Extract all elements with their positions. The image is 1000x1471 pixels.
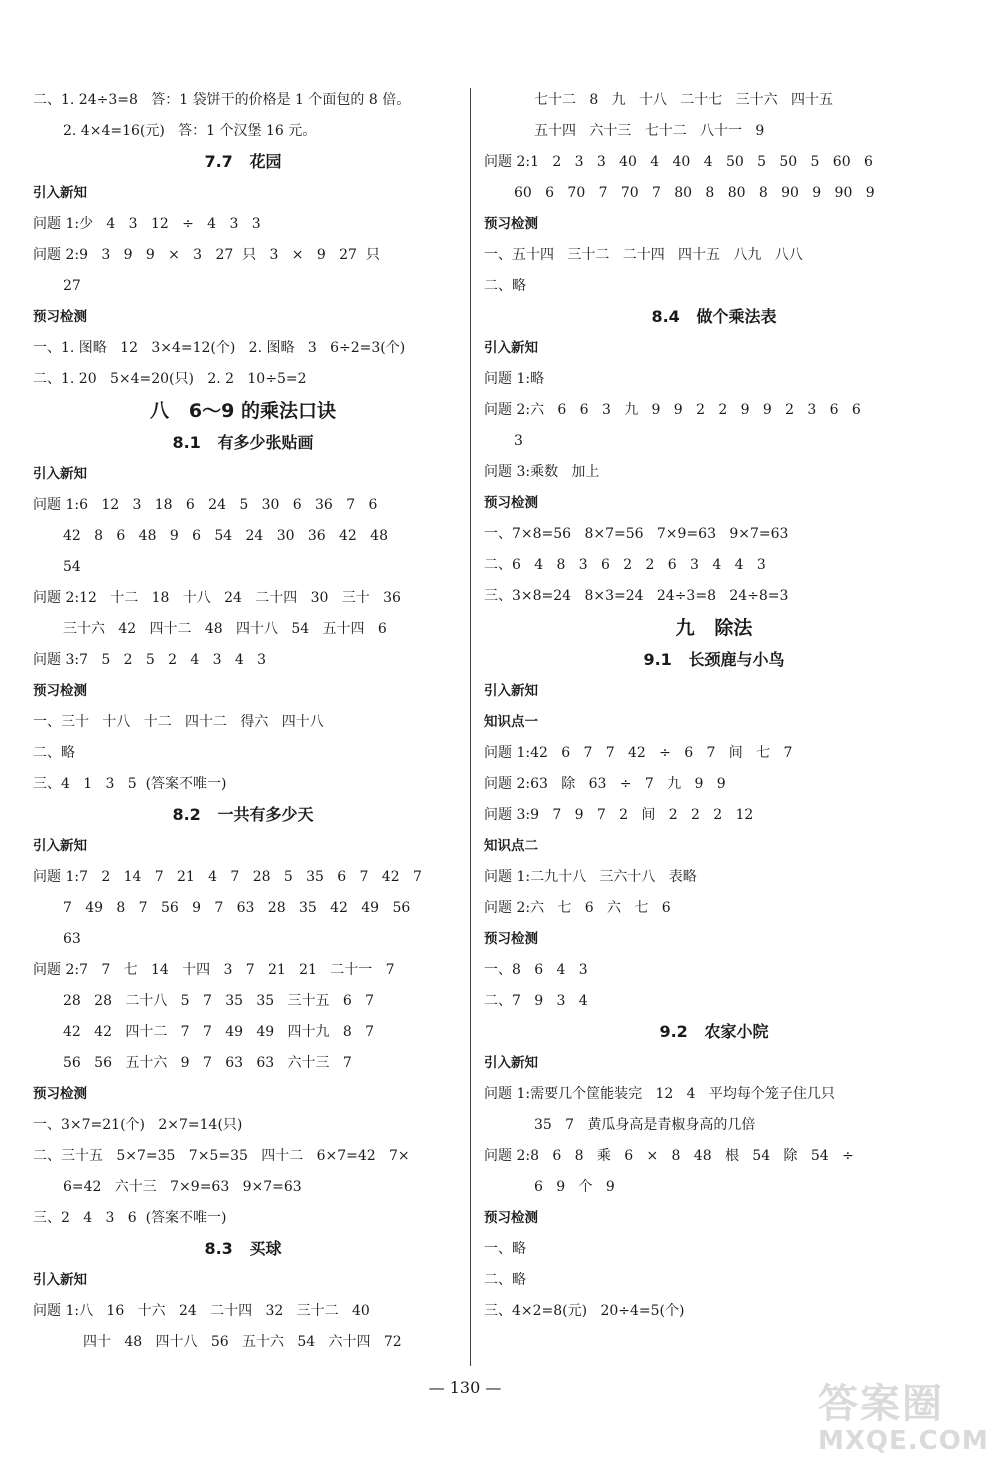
answer-continuation: 54 [63,558,81,575]
subsection-label: 知识点一 [484,713,538,730]
subsection-label: 引入新知 [33,465,87,482]
chapter-heading: 九 除法 [675,616,753,639]
answer-line: 二、1. 24÷3=8 答：1 袋饼干的价格是 1 个面包的 8 倍。 [33,91,411,108]
answer-continuation: 35 7 黄瓜身高是青椒身高的几倍 [534,1116,756,1133]
answer-line: 二、略 [33,744,75,761]
answer-continuation: 七十二 8 九 十八 二十七 三十六 四十五 [534,91,834,108]
answer-line: 问题 2:六 6 6 3 九 9 9 2 2 9 9 2 3 6 6 [484,401,861,418]
answer-line: 问题 1:二九十八 三六十八 表略 [484,868,697,885]
answer-line: 问题 1:42 6 7 7 42 ÷ 6 7 间 七 7 [484,744,793,761]
answer-continuation: 60 6 70 7 70 7 80 8 80 8 90 9 90 9 [514,184,875,201]
subsection-label: 预习检测 [484,215,538,232]
answer-line: 三、4 1 3 5 (答案不唯一) [33,775,227,792]
answer-line: 二、三十五 5×7=35 7×5=35 四十二 6×7=42 7× [33,1147,410,1164]
answer-line: 问题 2:12 十二 18 十八 24 二十四 30 三十 36 [33,589,401,606]
answer-continuation: 三十六 42 四十二 48 四十八 54 五十四 6 [63,620,387,637]
answer-line: 问题 1:6 12 3 18 6 24 5 30 6 36 7 6 [33,496,378,513]
section-heading: 8.4 做个乘法表 [651,306,777,326]
subsection-label: 预习检测 [484,494,538,511]
right-column [484,84,944,1326]
answer-line: 三、4×2=8(元) 20÷4=5(个) [484,1302,685,1319]
answer-line: 一、7×8=56 8×7=56 7×9=63 9×7=63 [484,525,789,542]
answer-continuation: 28 28 二十八 5 7 35 35 三十五 6 7 [63,992,375,1009]
watermark-logo [818,1382,988,1466]
watermark-text-top: 答案圈 [818,1381,944,1427]
answer-line: 问题 2:63 除 63 ÷ 7 九 9 9 [484,775,726,792]
section-heading: 8.1 有多少张贴画 [172,432,314,452]
answer-line: 三、2 4 3 6 (答案不唯一) [33,1209,227,1226]
answer-continuation: 63 [63,930,81,947]
answer-line: 一、8 6 4 3 [484,961,588,978]
section-heading: 8.2 一共有多少天 [172,804,314,824]
answer-continuation: 2. 4×4=16(元) 答：1 个汉堡 16 元。 [63,122,317,139]
subsection-label: 预习检测 [33,1085,87,1102]
answer-continuation: 五十四 六十三 七十二 八十一 9 [534,122,765,139]
answer-continuation: 7 49 8 7 56 9 7 63 28 35 42 49 56 [63,899,411,916]
subsection-label: 引入新知 [33,837,87,854]
answer-line: 问题 1:八 16 十六 24 二十四 32 三十二 40 [33,1302,370,1319]
answer-line: 问题 1:需要几个筐能装完 12 4 平均每个笼子住几只 [484,1085,835,1102]
answer-line: 问题 2:1 2 3 3 40 4 40 4 50 5 50 5 60 6 [484,153,873,170]
answer-line: 问题 2:7 7 七 14 十四 3 7 21 21 二十一 7 [33,961,395,978]
answer-line: 问题 3:9 7 9 7 2 间 2 2 2 12 [484,806,754,823]
answer-continuation: 6 9 个 9 [534,1178,615,1195]
column-divider [470,88,471,1366]
answer-line: 一、三十 十八 十二 四十二 得六 四十八 [33,713,324,730]
answer-line: 二、7 9 3 4 [484,992,588,1009]
subsection-label: 预习检测 [484,1209,538,1226]
left-column [33,84,453,1357]
answer-continuation: 42 8 6 48 9 6 54 24 30 36 42 48 [63,527,389,544]
subsection-label: 预习检测 [33,682,87,699]
answer-line: 问题 1:略 [484,370,545,387]
answer-continuation: 3 [514,432,523,449]
answer-line: 一、略 [484,1240,526,1257]
watermark-text-bottom: MXQE.COM [818,1426,989,1456]
chapter-heading: 八 6～9 的乘法口诀 [150,399,336,422]
answer-line: 一、五十四 三十二 二十四 四十五 八九 八八 [484,246,803,263]
answer-line: 问题 3:乘数 加上 [484,463,600,480]
section-heading: 8.3 买球 [204,1238,282,1258]
subsection-label: 引入新知 [33,1271,87,1288]
subsection-label: 预习检测 [484,930,538,947]
answer-continuation: 四十 48 四十八 56 五十六 54 六十四 72 [83,1333,402,1350]
subsection-label: 引入新知 [484,1054,538,1071]
answer-line: 一、3×7=21(个) 2×7=14(只) [33,1116,243,1133]
section-heading: 7.7 花园 [204,151,282,171]
answer-line: 二、1. 20 5×4=20(只) 2. 2 10÷5=2 [33,370,307,387]
subsection-label: 引入新知 [484,339,538,356]
answer-line: 一、1. 图略 12 3×4=12(个) 2. 图略 3 6÷2=3(个) [33,339,406,356]
answer-continuation: 56 56 五十六 9 7 63 63 六十三 7 [63,1054,352,1071]
answer-line: 问题 1:少 4 3 12 ÷ 4 3 3 [33,215,261,232]
answer-line: 二、略 [484,1271,526,1288]
answer-continuation: 6=42 六十三 7×9=63 9×7=63 [63,1178,302,1195]
section-heading: 9.1 长颈鹿与小鸟 [643,649,785,669]
subsection-label: 知识点二 [484,837,538,854]
subsection-label: 引入新知 [33,184,87,201]
section-heading: 9.2 农家小院 [659,1021,769,1041]
answer-line: 问题 2:8 6 8 乘 6 × 8 48 根 54 除 54 ÷ [484,1147,854,1164]
subsection-label: 引入新知 [484,682,538,699]
answer-continuation: 42 42 四十二 7 7 49 49 四十九 8 7 [63,1023,375,1040]
answer-line: 问题 3:7 5 2 5 2 4 3 4 3 [33,651,267,668]
answer-line: 问题 2:9 3 9 9 × 3 27 只 3 × 9 27 只 [33,246,380,263]
answer-line: 问题 1:7 2 14 7 21 4 7 28 5 35 6 7 42 7 [33,868,422,885]
answer-line: 问题 2:六 七 6 六 七 6 [484,899,671,916]
answer-line: 二、6 4 8 3 6 2 2 6 3 4 4 3 [484,556,766,573]
page-number: — 130 — [428,1378,502,1397]
answer-line: 二、略 [484,277,526,294]
answer-line: 三、3×8=24 8×3=24 24÷3=8 24÷8=3 [484,587,789,604]
answer-continuation: 27 [63,277,81,294]
subsection-label: 预习检测 [33,308,87,325]
